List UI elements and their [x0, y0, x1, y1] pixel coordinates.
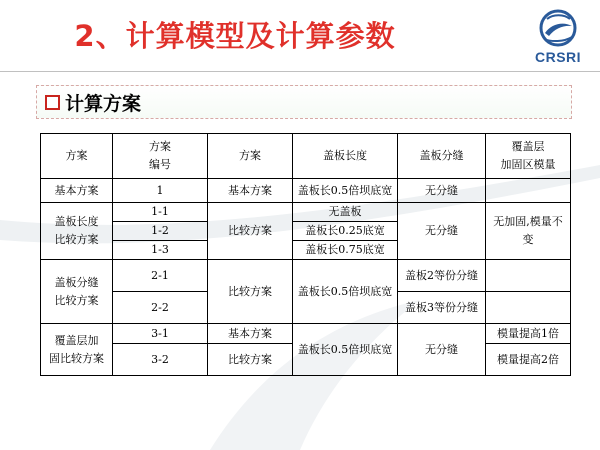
table-row: [41, 179, 571, 203]
cover-length-cell: 盖板长0.5倍坝底宽: [293, 179, 398, 203]
cover-length-cell: 盖板长0.5倍坝底宽: [293, 324, 398, 376]
section-heading-box: [36, 85, 572, 119]
title-divider: [0, 71, 600, 72]
section-heading: 计算方案: [65, 93, 142, 115]
modulus-cell: [486, 260, 571, 292]
slide-title: 2、计算模型及计算参数: [74, 19, 396, 53]
table-header-row: [41, 134, 571, 179]
scheme-type-cell: 比较方案: [208, 203, 293, 260]
modulus-cell: [486, 179, 571, 203]
scheme-id-cell: 3-2: [113, 344, 208, 376]
col-header-scheme-no: 方案 编号: [113, 134, 208, 179]
scheme-id-cell: 2-2: [113, 292, 208, 324]
modulus-cell: 模量提高2倍: [486, 344, 571, 376]
scheme-id-cell: 1: [113, 179, 208, 203]
crsri-logo: [520, 6, 596, 70]
scheme-type-cell: 基本方案: [208, 324, 293, 344]
scheme-type-cell: 比较方案: [208, 260, 293, 324]
table-row: [41, 203, 571, 222]
col-header-scheme: 方案: [41, 134, 113, 179]
modulus-cell: 无加固,模量不变: [486, 203, 571, 260]
group-cell: 基本方案: [41, 179, 113, 203]
scheme-type-cell: 基本方案: [208, 179, 293, 203]
modulus-cell: 模量提高1倍: [486, 324, 571, 344]
cover-joint-cell: 盖板2等份分缝: [398, 260, 486, 292]
col-header-scheme-type: 方案: [208, 134, 293, 179]
scheme-type-cell: 比较方案: [208, 344, 293, 376]
group-cell: 盖板分缝 比较方案: [41, 260, 113, 324]
scheme-id-cell: 3-1: [113, 324, 208, 344]
col-header-cover-joint: 盖板分缝: [398, 134, 486, 179]
checkbox-bullet-icon: [45, 95, 60, 110]
modulus-cell: [486, 292, 571, 324]
cover-length-cell: 盖板长0.5倍坝底宽: [293, 260, 398, 324]
group-cell: 覆盖层加 固比较方案: [41, 324, 113, 376]
group-cell: 盖板长度 比较方案: [41, 203, 113, 260]
col-header-modulus: 覆盖层 加固区模量: [486, 134, 571, 179]
scheme-id-cell: 2-1: [113, 260, 208, 292]
cover-length-cell: 盖板长0.25底宽: [293, 222, 398, 241]
scheme-id-cell: 1-3: [113, 241, 208, 260]
cover-joint-cell: 无分缝: [398, 324, 486, 376]
cover-length-cell: 盖板长0.75底宽: [293, 241, 398, 260]
table-row: [41, 324, 571, 344]
table-row: [41, 260, 571, 292]
cover-joint-cell: 无分缝: [398, 203, 486, 260]
scheme-table: [40, 133, 570, 376]
cover-joint-cell: 无分缝: [398, 179, 486, 203]
logo-emblem-icon: [520, 6, 596, 50]
logo-text: CRSRI: [534, 49, 582, 65]
scheme-id-cell: 1-1: [113, 203, 208, 222]
scheme-id-cell: 1-2: [113, 222, 208, 241]
cover-length-cell: 无盖板: [293, 203, 398, 222]
col-header-cover-length: 盖板长度: [293, 134, 398, 179]
cover-joint-cell: 盖板3等份分缝: [398, 292, 486, 324]
